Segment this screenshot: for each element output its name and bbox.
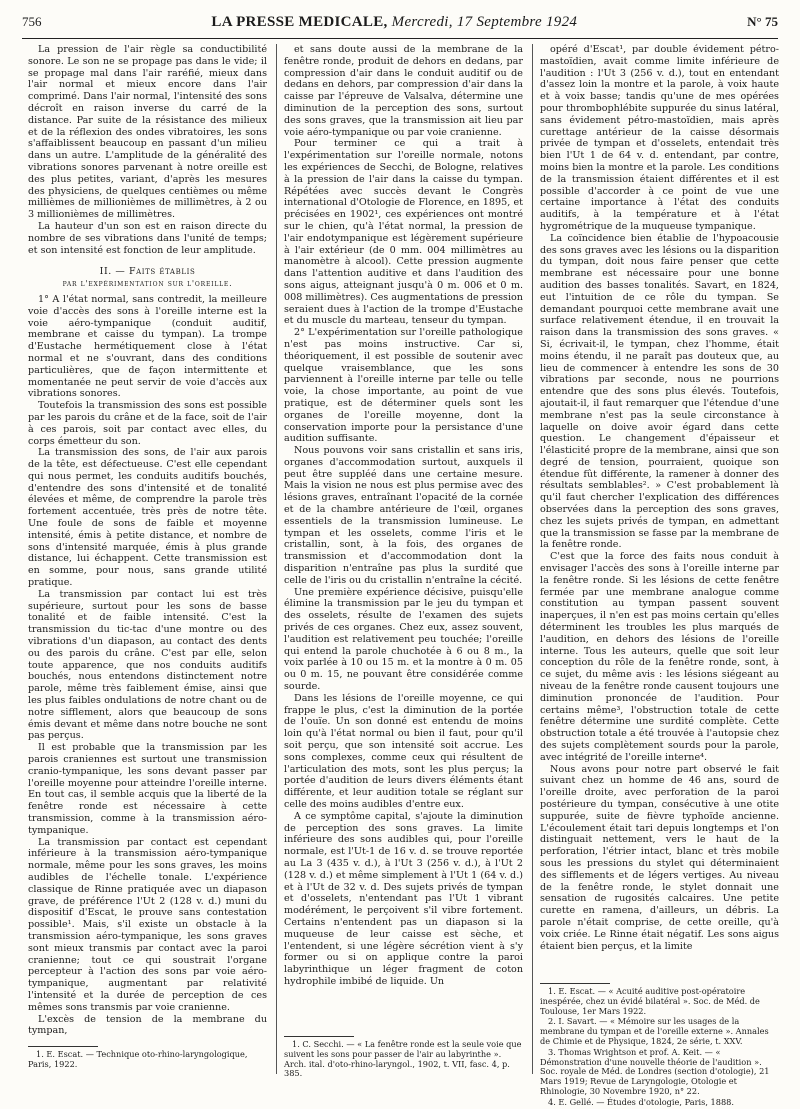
footnote-rule (28, 1046, 98, 1047)
paragraph: Dans les lésions de l'oreille moyenne, ce qui frappe le plus, c'est la diminution de la portée de l'ouïe. Un son donné est entendu de moins loin qu'à l'état normal ou bien il faut, pour qu'il soit perçu, que son intensité soit accrue. Les sons complexes, comme ceux qui résultent de l'articulation des mots, sont les plus perçus; la portée d'audition de leurs divers éléments étant différente, et leur audition totale se réglant sur celle des moins audibles d'entre eux. (284, 692, 523, 810)
issue-date: Mercredi, 17 Septembre 1924 (391, 14, 578, 30)
paragraph: opéré d'Escat¹, par double évidement pétro-mastoïdien, avait comme limite inférieure de l'audition : l'Ut 3 (256 v. d.), tout en entendant d'assez loin la montre et la parole, à voix haute et à voix basse; tandis qu'une de mes opérées pour thrombophlébite suppurée du sinus latéral, sans évidement pétro-mastoïdien, mais après curettage antérieur de la caisse désormais privée de tympan et d'osselets, entendait très bien l'Ut 1 de 64 v. d. entendant, par contre, moins bien la montre et la parole. Les conditions de la transmission étaient différentes et il est possible d'accorder à ce point de vue une certaine importance à l'état des conduits auditifs, à la température et à l'état hygrométrique de la muqueuse tympanique. (540, 44, 779, 232)
page-header (22, 14, 778, 39)
footnotes-col-2 (284, 1030, 523, 1080)
column-divider (532, 44, 533, 1074)
column-1 (28, 44, 267, 1076)
paragraph: Il est probable que la transmission par les parois craniennes est surtout une transmission cranio-tympanique, les sons devant passer par l'oreille moyenne pour atteindre l'oreille interne. En tout cas, il semble acquis que la liberté de la fenêtre ronde est nécessaire à cette transmission, comme à la transmission aéro-tympanique. (28, 742, 267, 836)
paragraph: Une première expérience décisive, puisqu'elle élimine la transmission par le jeu du tympan et des osselets, résulte de l'examen des sujets privés de ces organes. Chez eux, assez souvent, l'audition est relativement peu touchée; l'oreille qui entend la parole chuchotée à 6 ou 8 m., la voix parlée à 10 ou 15 m. et la montre à 0 m. 05 ou 0 m. 15, ne pouvant être considérée comme sourde. (284, 586, 523, 693)
paragraph: La transmission des sons, de l'air aux parois de la tête, est défectueuse. C'est elle cependant qui nous permet, les conduits auditifs bouchés, d'entendre des sons d'intensité et de tonalité élevées et même, de comprendre la parole très fortement accentuée, très près de notre tête. Une foule de sons de faible et moyenne intensité, émis à petite distance, et nombre de sons d'intensité marquée, émis à plus grande distance, lui échappent. Cette transmission est en somme, pour nous, sans grande utilité pratique. (28, 447, 267, 589)
page-number: 756 (22, 14, 42, 29)
footnotes-col-1 (28, 1040, 267, 1071)
paragraph: La transmission par contact lui est très supérieure, surtout pour les sons de basse tonalité et de faible intensité. C'est la transmission du tic-tac d'une montre ou des vibrations d'un diapason, au contact des dents ou des parois du crâne. C'est par elle, selon toute apparence, que nos conduits auditifs bouchés, nous entendons distinctement notre parole, même très faiblement émise, ainsi que les plus faibles ondulations de notre chant ou de notre sifflement, alors que beaucoup de sons émis devant et même dans notre bouche ne sont pas perçus. (28, 588, 267, 742)
column-2 (284, 44, 523, 1024)
paragraph: Pour terminer ce qui a trait à l'expérimentation sur l'oreille normale, notons les expériences de Secchi, de Bologne, relatives à la pression de l'air dans la caisse du tympan. Répétées avec succès devant le Congrès international d'Otologie de Florence, en 1895, et précisées en 1902¹, ces expériences ont montré sur le chien, qu'à l'état normal, la pression de l'air endotympanique est légèrement supérieure à l'air extérieur (de 0 mm. 004 millimètres au manomètre à alcool). Cette pression augmente dans l'attention auditive et dans l'audition des sons aigus, atteignant jusqu'à 0 m. 006 et 0 m. 008 millimètres). Ces augmentations de pression seraient dues à l'action de la trompe d'Eustache et du muscle du marteau, tenseur du tympan. (284, 138, 523, 327)
paragraph: La pression de l'air règle sa conductibilité sonore. Le son ne se propage pas dans le vide; il se propage mal dans l'air raréfié, mieux dans l'air normal et mieux encore dans l'air comprimé. Dans l'air normal, l'intensité des sons décroît en raison inverse du carré de la distance. Par suite de la résistance des milieux et de la réflexion des ondes vibratoires, les sons s'affaiblissent beaucoup en passant d'un milieu dans un autre. L'amplitude de la généralité des vibrations sonores parvenant à notre oreille est des plus petites, variant, d'après les mesures des physiciens, de quelques centièmes ou même millièmes de millionièmes de millimètres, à 2 ou 3 millionièmes de millimètres. (28, 44, 267, 221)
footnote-rule (284, 1036, 354, 1037)
footnote: 4. E. Gellé. — Études d'otologie, Paris, 1888. (548, 1096, 734, 1107)
footnotes-col-3 (540, 977, 779, 1109)
section-subtitle: par l'expérimentation sur l'oreille. (62, 279, 233, 289)
paragraph: La transmission par contact est cependant inférieure à la transmission aéro-tympanique normale, même pour les sons graves, les moins audibles de l'échelle tonale. L'expérience classique de Rinne pratiquée avec un diapason grave, de préférence l'Ut 2 (128 v. d.) muni du dispositif d'Escat, le prouve sans contestation possible¹. Mais, s'il existe un obstacle à la transmission aéro-tympanique, les sons graves sont mieux transmis par contact avec la paroi cranienne; tout ce qui soustrait l'organe percepteur à l'action des sons par voie aéro-tympanique, augmentant par relativité l'intensité et la durée de perception de ces mêmes sons transmis par voie cranienne. (28, 836, 267, 1013)
paragraph: A ce symptôme capital, s'ajoute la diminution de perception des sons graves. La limite inférieure des sons audibles qui, pour l'oreille normale, est l'Ut-1 de 16 v. d. se trouve reportée au La 3 (435 v. d.), à l'Ut 3 (256 v. d.), à l'Ut 2 (128 v. d.) et même simplement à l'Ut 1 (64 v. d.) et à l'Ut de 32 v. d. Des sujets privés de tympan et d'osselets, n'entendant pas l'Ut 1 vibrant modérément, le perçoivent s'il vibre fortement. Certains n'entendent pas un diapason si la muqueuse de leur caisse est sèche, et l'entendent, si une légère sécrétion vient à s'y former ou si on applique contre la paroi labyrinthique un léger fragment de coton hydrophile imbibé de liquide. Un (284, 810, 523, 987)
footnote: 1. C. Secchi. — « La fenêtre ronde est la seule voie que suivent les sons pour passer de l'air au labyrinthe ». Arch. ital. d'oto-rhino-laryngol., 1902, t. VII, fasc. 4, p. 385. (284, 1039, 522, 1079)
paragraph: Nous avons pour notre part observé le fait suivant chez un homme de 46 ans, sourd de l'oreille droite, avec perforation de la paroi postérieure du tympan, consécutive à une otite suppurée, suite de fièvre typhoïde ancienne. L'écoulement était tari depuis longtemps et l'on distinguait nettement, vers le haut de la perforation, l'étrier intact, blanc et très mobile sous les pressions du stylet qui déterminaient des sifflements et de légers vertiges. Au niveau de la fenêtre ronde, le stylet donnait une sensation de rugosités calcaires. Une petite curette en ramena, d'ailleurs, un débris. La parole n'était comprise, de cette oreille, qu'à voix criée. Le Rinne était négatif. Les sons aigus étaient bien perçus, et la limite (540, 763, 779, 952)
journal-name: LA PRESSE MEDICALE, (211, 14, 388, 30)
column-3 (540, 44, 779, 972)
footnote: 3. Thomas Wrightson et prof. A. Keit. — « Démonstration d'une nouvelle théorie de l'audition ». Soc. royale de Méd. de Londres (section d'otologie), 21 Mars 1919; Revue de Laryngologie, Otologie et Rhinologie, 30 Novembre 1920, n° 22. (540, 1046, 770, 1096)
paragraph: L'excès de tension de la membrane du tympan, (28, 1013, 267, 1037)
paragraph: Nous pouvons voir sans cristallin et sans iris, organes d'accommodation surtout, auxquels il peut être suppléé dans une certaine mesure. Mais la vision ne nous est plus permise avec des lésions graves, entraînant l'opacité de la cornée et de la chambre antérieure de l'œil, organes essentiels de la transmission lumineuse. Le tympan et les osselets, comme l'iris et le cristallin, sont, à la fois, des organes de transmission et d'accommodation dont la disparition n'entraîne pas plus la surdité que celle de l'iris ou du cristallin n'entraîne la cécité. (284, 445, 523, 586)
paragraph: 2° L'expérimentation sur l'oreille pathologique n'est pas moins instructive. Car si, théoriquement, il est possible de soutenir avec quelque vraisemblance, que les sons parviennent à l'oreille interne par telle ou telle voie, la chose importante, au point de vue pratique, est de déterminer quels sont les organes de l'oreille moyenne, dont la conservation importe pour la persistance d'une audition suffisante. (284, 327, 523, 445)
paragraph: et sans doute aussi de la membrane de la fenêtre ronde, produit de dehors en dedans, par compression d'air dans le conduit auditif ou de dedans en dehors, par compression d'air dans la caisse par l'épreuve de Valsalva, détermine une diminution de la perception des sons, surtout des sons graves, que la transmission ait lieu par voie aéro-tympanique ou par voie cranienne. (284, 44, 523, 138)
footnote: 2. I. Savart. — « Mémoire sur les usages de la membrane du tympan et de l'oreille externe ». Annales de Chimie et de Physique, 1824, 2e série, t. XXV. (540, 1016, 769, 1046)
section-title: II. — Faits établis (99, 266, 196, 278)
paragraph: La hauteur d'un son est en raison directe du nombre de ses vibrations dans l'unité de temps; et son intensité est fonction de leur amplitude. (28, 220, 267, 256)
footnote: 1. E. Escat. — Technique oto-rhino-laryngologique, Paris, 1922. (28, 1049, 248, 1069)
section-heading (28, 266, 267, 290)
journal-title (211, 14, 577, 31)
footnote-rule (540, 983, 610, 984)
paragraph: C'est que la force des faits nous conduit à envisager l'accès des sons à l'oreille interne par la fenêtre ronde. Si les lésions de cette fenêtre fermée par une membrane analogue comme constitution au tympan passent souvent inaperçues, il n'en est pas moins certain qu'elles déterminent les troubles les plus marqués de l'audition, en dehors des lésions de l'oreille interne. Tous les auteurs, quelle que soit leur conception du rôle de la fenêtre ronde, sont, à ce sujet, du même avis : les lésions siégeant au niveau de la fenêtre ronde causent toujours une diminution prononcée de l'audition. Pour certains même³, l'obstruction totale de cette fenêtre détermine une surdité complète. Cette obstruction totale a été trouvée à l'autopsie chez des sujets complètement sourds pour la parole, avec intégrité de l'oreille interne⁴. (540, 551, 779, 763)
paragraph: 1° A l'état normal, sans contredit, la meilleure voie d'accès des sons à l'oreille interne est la voie aéro-tympanique (conduit auditif, membrane et caisse du tympan). La trompe d'Eustache hermétiquement close à l'état normal et ne s'ouvrant, dans des conditions particulières, que de façon intermittente et momentanée ne peut servir de voie d'accès aux vibrations sonores. (28, 293, 267, 400)
paragraph: Toutefois la transmission des sons est possible par les parois du crâne et de la face, soit de l'air à ces parois, soit par contact avec elles, du corps émetteur du son. (28, 400, 267, 447)
column-divider (276, 44, 277, 1074)
issue-number: N° 75 (747, 14, 778, 29)
footnote: 1. E. Escat. — « Acuité auditive post-opératoire inespérée, chez un évidé bilatéral ». Soc. de Méd. de Toulouse, 1er Mars 1922. (540, 986, 760, 1016)
paragraph: La coïncidence bien établie de l'hypoacousie des sons graves avec les lésions ou la disparition du tympan, doit nous faire penser que cette membrane est nécessaire pour une bonne audition des basses tonalités. Savart, en 1824, eut l'intuition de ce rôle du tympan. Se demandant pourquoi cette membrane avait une surface relativement étendue, il en trouvait la raison dans la transmission des sons graves. « Si, écrivait-il, le tympan, chez l'homme, était moins étendu, il ne paraît pas douteux que, au lieu de commencer à entendre les sons de 30 vibrations par seconde, nous ne pourrions entendre que des sons plus élevés. Toutefois, ajoutait-il, il faut remarquer que l'étendue d'une membrane n'est pas la seule circonstance à laquelle on doive avoir égard dans cette question. Le changement d'épaisseur et l'élasticité propre de la membrane, ainsi que son degré de tension, pourraient, quoique son étendue fût différente, la ramener à donner des résultats semblables². » C'est probablement là qu'il faut chercher l'explication des différences observées dans la perception des sons graves, chez les sujets privés de tympan, en admettant que la transmission se fasse par la membrane de la fenêtre ronde. (540, 232, 779, 551)
